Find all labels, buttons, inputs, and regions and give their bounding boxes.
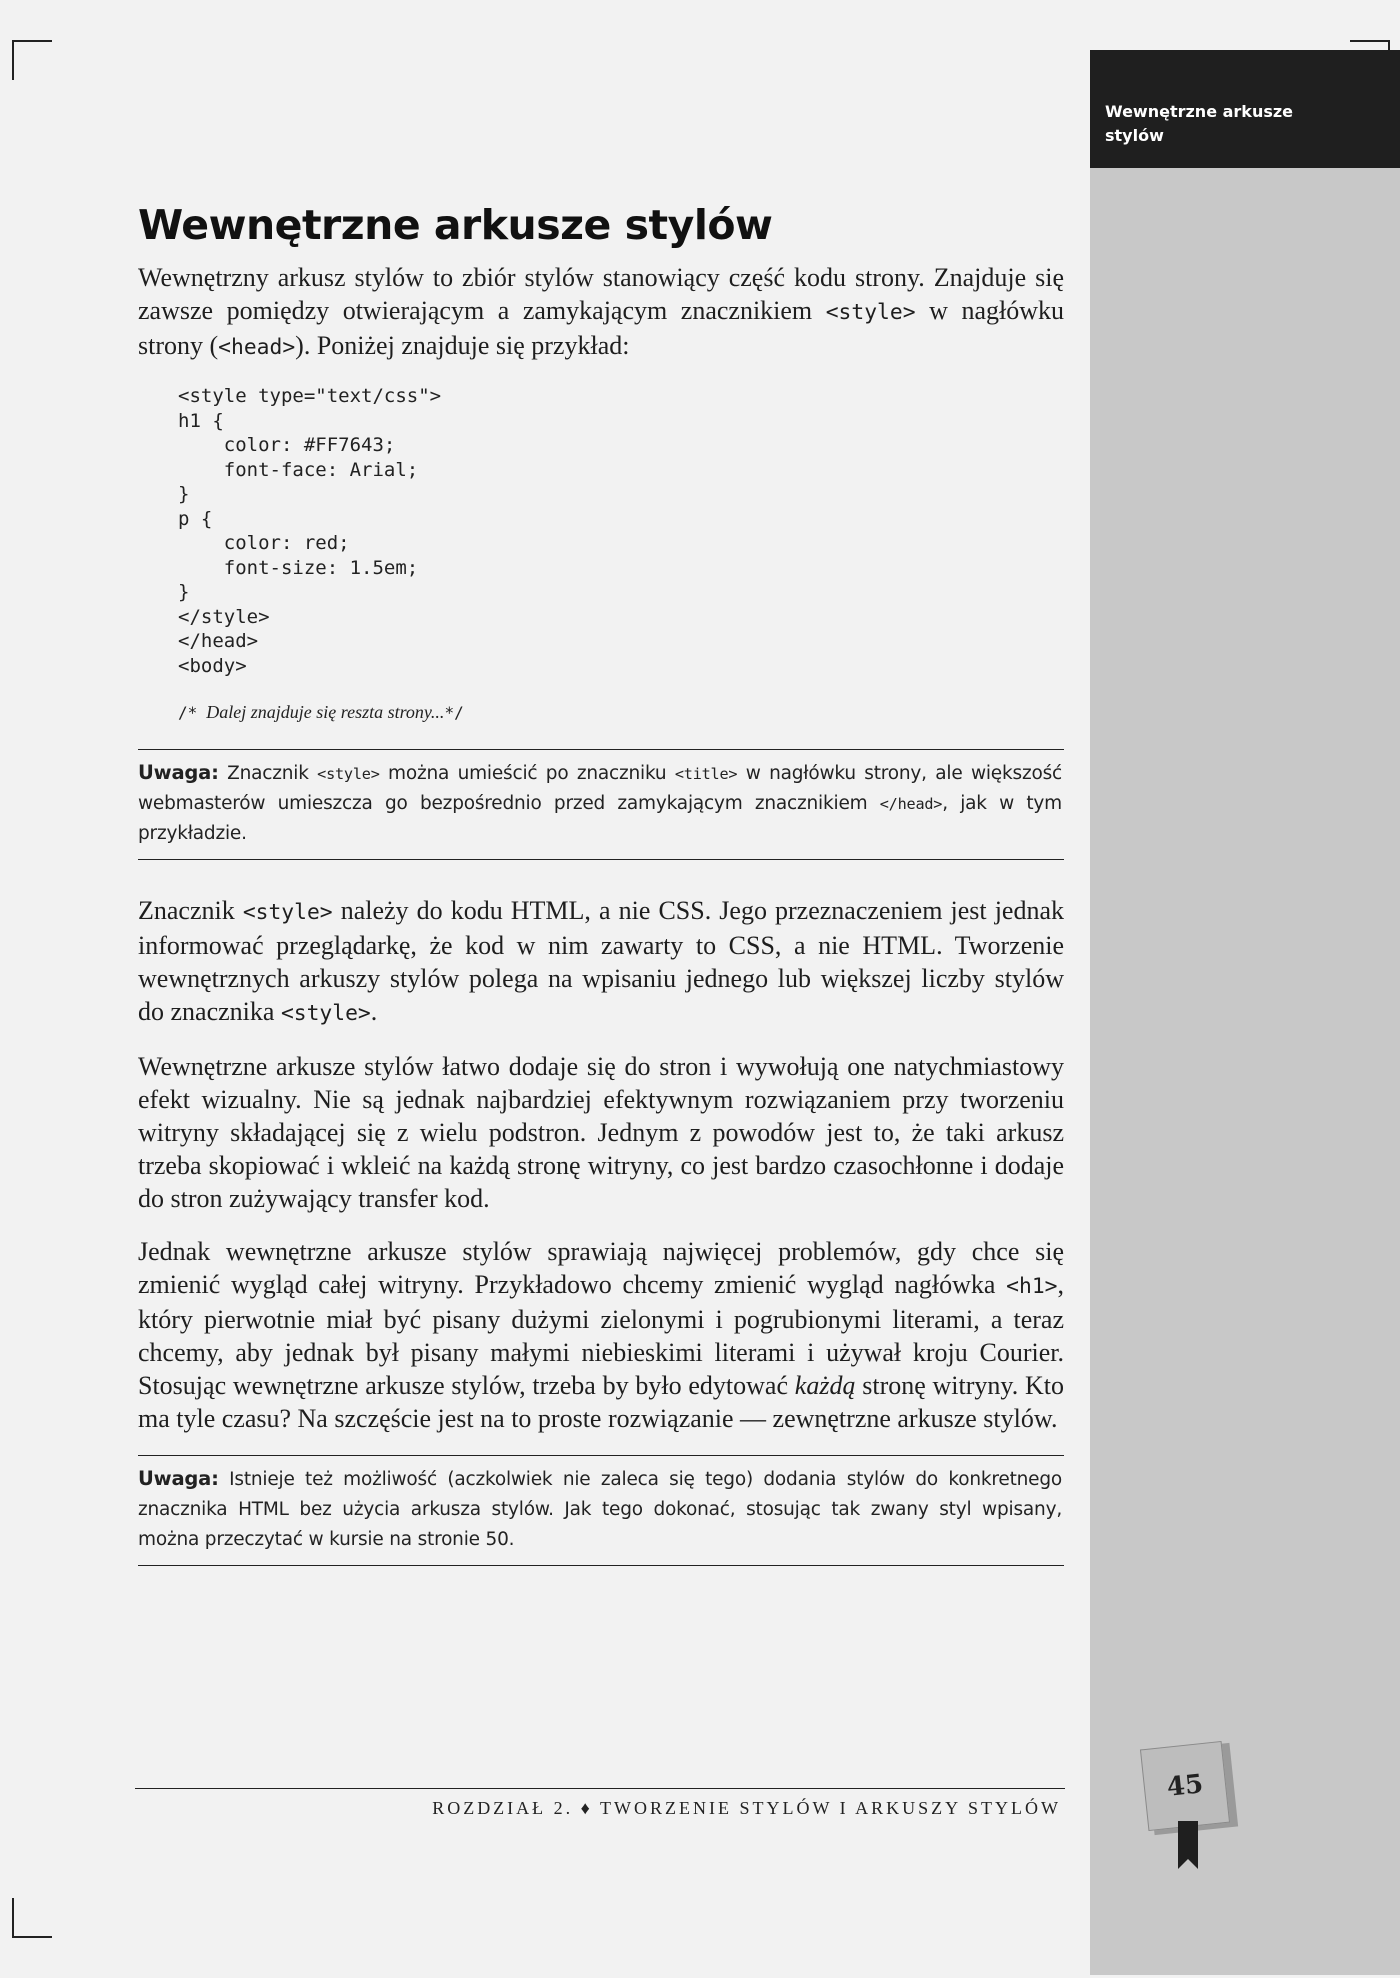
page-number: 45: [1165, 1769, 1205, 1803]
note-label: Uwaga:: [138, 1467, 219, 1490]
note1-text-4: , jak w tym przykładzie.: [138, 793, 1062, 844]
note2-text: Istnieje też możliwość (aczkolwiek nie zaleca się tego) dodania stylów do konkretnego znacznika HTML bez użycia arkusza stylów. Jak tego dokonać, stosując tak zwany styl wpisany, można przeczytać w kursie na stronie 50.: [138, 1469, 1062, 1550]
badge-book-icon: [1140, 1741, 1230, 1831]
sidebar-section-title: [1105, 100, 1305, 148]
para2-code-2: <style>: [280, 1001, 371, 1026]
intro-code-style: <style>: [825, 300, 916, 325]
intro-paragraph: [138, 261, 1064, 364]
para4-code-h1: <h1>: [1006, 1274, 1058, 1299]
para4-text-2: , który pierwotnie miał być pisany dużymi zielonymi i pogrubionymi literami, a teraz chcemy, aby jednak był pisany małymi niebieskimi literami i używał kroju Courier. Stosując wewnętrzne arkusze stylów, trzeba by było edytować: [138, 1270, 1064, 1400]
crop-mark-bottom-left: [12, 1898, 52, 1938]
para4-emphasis: każdą: [794, 1371, 856, 1400]
code-comment: [178, 702, 1064, 723]
running-footer: ROZDZIAŁ 2. ♦ TWORZENIE STYLÓW I ARKUSZY STYLÓW: [432, 1798, 1061, 1818]
css-code-example: <style type="text/css"> h1 { color: #FF7643; font-face: Arial; } p { color: red; font-size: 1.5em; } </style> </head> <body>: [178, 385, 442, 677]
para2-code-1: <style>: [242, 900, 333, 925]
intro-text-1: Wewnętrzny arkusz stylów to zbiór stylów stanowiący część kodu strony. Znajduje się zawsze pomiędzy otwierającym a zamykającym znacznikiem: [138, 263, 1064, 325]
sidebar-title-line1: Wewnętrzne arkusze: [1105, 102, 1294, 121]
footer-rule: [135, 1788, 1065, 1789]
intro-text-2: w nagłówku strony (: [138, 296, 1064, 360]
note1-text-3: w nagłówku strony, ale większość webmasterów umieszcza go bezpośrednio przed zamykającym znacznikiem: [138, 763, 1062, 814]
paragraph-style-tag: [138, 894, 1064, 1030]
para4-text-1: Jednak wewnętrzne arkusze stylów sprawiają najwięcej problemów, gdy chce się zmienić wygląd całej witryny. Przykładowo chcemy zmienić wygląd nagłówka: [138, 1237, 1064, 1299]
sidebar-title-line2: stylów: [1105, 126, 1164, 145]
para2-text-3: .: [370, 997, 378, 1026]
crop-mark-top-left: [12, 40, 52, 80]
comment-open: /*: [178, 703, 198, 722]
note1-code-style: <style>: [317, 765, 380, 783]
sidebar-margin: [1090, 50, 1400, 1975]
note1-code-head: </head>: [879, 795, 943, 813]
para2-text-1: Znacznik: [138, 896, 243, 925]
page-number-badge: [1142, 1745, 1242, 1885]
comment-text: Dalej znajduje się reszta strony...: [206, 702, 445, 722]
note1-text-1: Znacznik: [218, 763, 318, 784]
intro-code-head: <head>: [218, 335, 296, 360]
bookmark-ribbon-icon: [1176, 1821, 1204, 1873]
para2-text-2: należy do kodu HTML, a nie CSS. Jego przeznaczeniem jest jednak informować przeglądarkę, że kod w nim zawarty to CSS, a nie HTML. Tworzenie wewnętrznych arkuszy stylów polega na wpisaniu jednego lub większej liczby stylów do znacznika: [138, 896, 1065, 1026]
note-box-2: [138, 1455, 1064, 1566]
paragraph-problems: [138, 1235, 1064, 1435]
note1-text-2: można umieścić po znaczniku: [379, 763, 675, 784]
page-title: Wewnętrzne arkusze stylów: [138, 201, 773, 249]
note-label: Uwaga:: [138, 761, 219, 784]
note-box-1: [138, 749, 1064, 860]
paragraph-advantages: Wewnętrzne arkusze stylów łatwo dodaje się do stron i wywołują one natychmiastowy efekt wizualny. Nie są jednak najbardziej efektywnym rozwiązaniem przy tworzeniu witryny składającej się z wielu podstron. Jednym z powodów jest to, że taki arkusz trzeba skopiować i wkleić na każdą stronę witryny, co jest bardzo czasochłonne i dodaje do stron zużywający transfer kod.: [138, 1052, 1064, 1213]
comment-close: */: [444, 703, 464, 722]
main-column: [138, 195, 1064, 1600]
intro-text-3: ). Poniżej znajduje się przykład:: [295, 331, 630, 360]
para4-text-3: stronę witryny. Kto ma tyle czasu? Na szczęście jest na to proste rozwiązanie — zewnętrzne arkusze stylów.: [138, 1371, 1065, 1433]
note1-code-title: <title>: [674, 765, 738, 783]
